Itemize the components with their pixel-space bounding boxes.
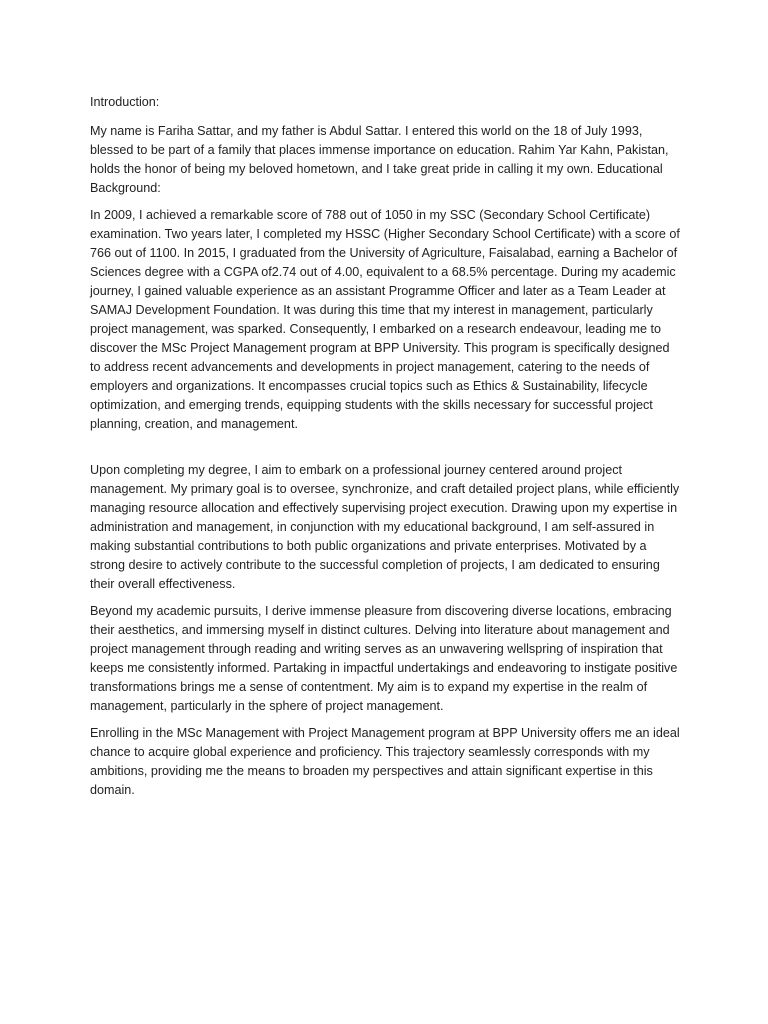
document-page [90, 93, 680, 808]
paragraph-introduction: My name is Fariha Sattar, and my father is Abdul Sattar. I entered this world on the 18 of July 1993, blessed to be part of a family that places immense importance on education. Rahim Yar Kahn, Pakistan, holds the honor of being my beloved hometown, and I take great pride in calling it my own. Educational Background: [90, 124, 669, 195]
paragraph-conclusion: Enrolling in the MSc Management with Project Management program at BPP University offers me an ideal chance to acquire global experience and proficiency. This trajectory seamlessly corresponds with my ambitions, providing me the means to broaden my perspectives and attain significant expertise in this domain. [90, 726, 680, 797]
paragraph-education: In 2009, I achieved a remarkable score of 788 out of 1050 in my SSC (Secondary School Certificate) examination. Two years later, I completed my HSSC (Higher Secondary School Certificate) with a score of 766 out of 1100. In 2015, I graduated from the University of Agriculture, Faisalabad, earning a Bachelor of Sciences degree with a CGPA of2.74 out of 4.00, equivalent to a 68.5% percentage. During my academic journey, I gained valuable experience as an assistant Programme Officer and later as a Team Leader at SAMAJ Development Foundation. It was during this time that my interest in management, particularly project management, was sparked. Consequently, I embarked on a research endeavour, leading me to discover the MSc Project Management program at BPP University. This program is specifically designed to address recent advancements and developments in project management, catering to the needs of employers and organizations. It encompasses crucial topics such as Ethics & Sustainability, lifecycle optimization, and emerging trends, equipping students with the skills necessary for successful project planning, creation, and management. [90, 208, 680, 431]
paragraph-interests: Beyond my academic pursuits, I derive immense pleasure from discovering diverse locations, embracing their aesthetics, and immersing myself in distinct cultures. Delving into literature about management and project management through reading and writing serves as an unwavering wellspring of inspiration that keeps me consistently informed. Partaking in impactful undertakings and endeavoring to instigate positive transformations brings me a sense of contentment. My aim is to expand my expertise in the realm of management, particularly in the sphere of project management. [90, 604, 678, 713]
paragraph-career-goals: Upon completing my degree, I aim to embark on a professional journey centered around project management. My primary goal is to oversee, synchronize, and craft detailed project plans, while efficiently managing resource allocation and effectively supervising project execution. Drawing upon my expertise in administration and management, in conjunction with my educational background, I am self-assured in making substantial contributions to both public organizations and private enterprises. Motivated by a strong desire to actively contribute to the successful completion of projects, I am dedicated to ensuring their overall effectiveness. [90, 463, 680, 591]
section-heading: Introduction: [90, 95, 160, 109]
